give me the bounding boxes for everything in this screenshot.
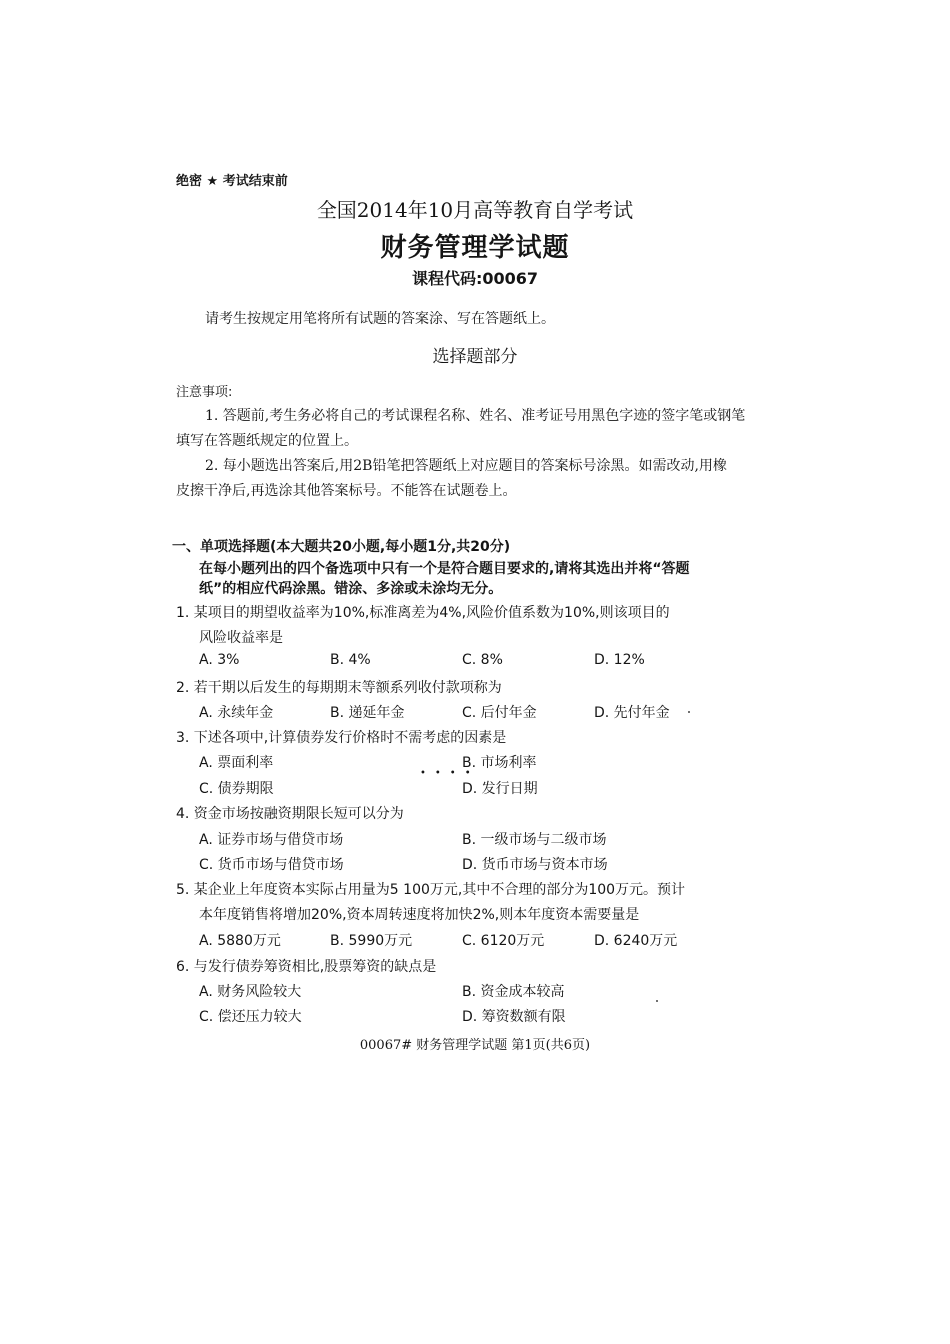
question-1-option-b: B. 4% [330, 652, 371, 668]
question-6-option-b: B. 资金成本较高 [462, 984, 565, 1000]
question-4-option-c: C. 货币市场与借贷市场 [199, 857, 344, 873]
scan-speck [656, 1000, 658, 1002]
course-code: 课程代码:00067 [411, 269, 539, 288]
note-item-2-line-1: 2. 每小题选出答案后,用2B铅笔把答题纸上对应题目的答案标号涂黑。如需改动,用橡 [205, 458, 727, 474]
part1-desc-line-1: 在每小题列出的四个备选项中只有一个是符合题目要求的,请将其选出并将“答题 [199, 561, 690, 577]
question-6-option-a: A. 财务风险较大 [199, 984, 302, 1000]
question-2-line-1: 2. 若干期以后发生的每期期末等额系列收付款项称为 [176, 680, 502, 696]
scan-speck [688, 711, 690, 713]
part1-heading: 一、单项选择题(本大题共20小题,每小题1分,共20分) [172, 539, 511, 555]
question-5-option-d: D. 6240万元 [594, 933, 678, 949]
notes-title: 注意事项: [176, 385, 233, 400]
question-4-line-1: 4. 资金市场按融资期限长短可以分为 [176, 806, 404, 822]
question-2-option-d: D. 先付年金 [594, 705, 670, 721]
question-3-option-d: D. 发行日期 [462, 781, 538, 797]
question-5-line-1: 5. 某企业上年度资本实际占用量为5 100万元,其中不合理的部分为100万元。预计 [176, 882, 686, 898]
question-5-line-2: 本年度销售将增加20%,资本周转速度将加快2%,则本年度资本需要量是 [199, 907, 640, 923]
question-3-option-c: C. 债券期限 [199, 781, 274, 797]
question-1-line-1: 1. 某项目的期望收益率为10%,标准离差为4%,风险价值系数为10%,则该项目的 [176, 605, 670, 621]
question-3-option-b: B. 市场利率 [462, 755, 537, 771]
question-1-option-a: A. 3% [199, 652, 240, 668]
question-6-option-d: D. 筹资数额有限 [462, 1009, 566, 1025]
exam-title: 全国2014年10月高等教育自学考试 [316, 198, 634, 222]
question-4-option-d: D. 货币市场与资本市场 [462, 857, 608, 873]
confidential-mark: 绝密 ★ 考试结束前 [176, 174, 288, 189]
subject-title: 财务管理学试题 [380, 233, 570, 263]
section-title: 选择题部分 [432, 347, 518, 367]
note-item-1-line-2: 填写在答题纸规定的位置上。 [176, 433, 358, 449]
question-3-option-a: A. 票面利率 [199, 755, 274, 771]
question-4-option-a: A. 证券市场与借贷市场 [199, 832, 344, 848]
question-3-line-1: 3. 下述各项中,计算债券发行价格时不需考虑的因素是 [176, 730, 507, 746]
question-2-option-b: B. 递延年金 [330, 705, 405, 721]
note-item-2-line-2: 皮擦干净后,再选涂其他答案标号。不能答在试题卷上。 [176, 483, 517, 499]
answer-instruction: 请考生按规定用笔将所有试题的答案涂、写在答题纸上。 [205, 311, 555, 327]
emphasis-dots: •••• [420, 768, 480, 779]
question-2-option-c: C. 后付年金 [462, 705, 537, 721]
question-5-option-c: C. 6120万元 [462, 933, 545, 949]
question-6-line-1: 6. 与发行债券筹资相比,股票筹资的缺点是 [176, 959, 437, 975]
part1-desc-line-2: 纸”的相应代码涂黑。错涂、多涂或未涂均无分。 [199, 581, 503, 597]
question-1-line-2: 风险收益率是 [199, 630, 283, 646]
question-5-option-b: B. 5990万元 [330, 933, 413, 949]
question-2-option-a: A. 永续年金 [199, 705, 274, 721]
question-1-option-d: D. 12% [594, 652, 645, 668]
question-4-option-b: B. 一级市场与二级市场 [462, 832, 607, 848]
note-item-1-line-1: 1. 答题前,考生务必将自己的考试课程名称、姓名、准考证号用黑色字迹的签字笔或钢笔 [205, 408, 746, 424]
question-5-option-a: A. 5880万元 [199, 933, 281, 949]
page-footer: 00067# 财务管理学试题 第1页(共6页) [359, 1038, 591, 1053]
question-6-option-c: C. 偿还压力较大 [199, 1009, 302, 1025]
question-1-option-c: C. 8% [462, 652, 503, 668]
